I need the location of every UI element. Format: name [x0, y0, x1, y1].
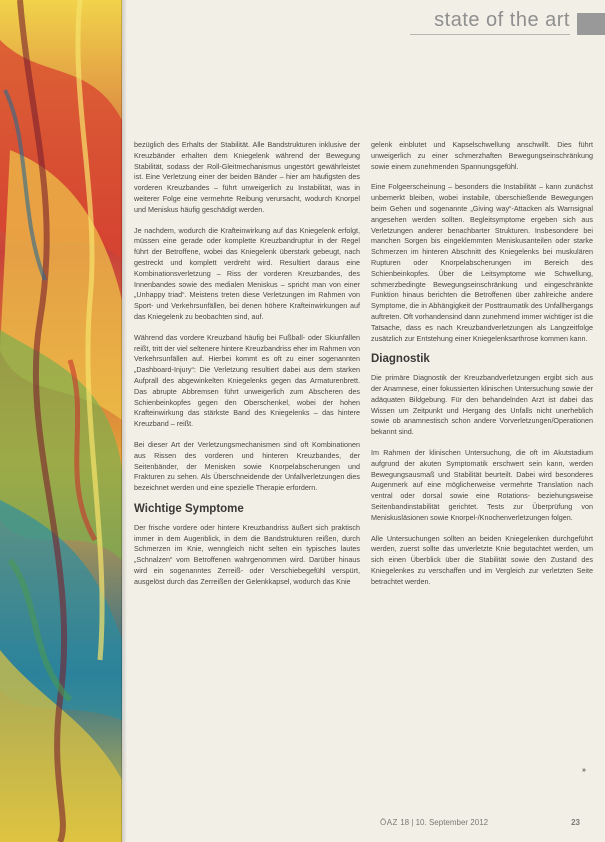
heading-symptoms: Wichtige Symptome	[134, 502, 244, 515]
continue-mark: »	[582, 767, 586, 774]
paragraph: Im Rahmen der klinischen Untersuchung, die oft im Akutstadium aufgrund der akuten Symptomatik erschwert sein kann, werden Bewegungsausmaß und Stabilität beurteilt. Dabei wird besonderes Augenmerk auf eine möglicherweise vermehrte Translation nach ventral oder dorsal sowie eine Rotations- beziehungsweise Seitenbandinstabilität gerichtet. Tests zur Überprüfung von Meniskusläsionen sowie Knorpel-/Knochenverletzungen folgen.	[371, 447, 593, 522]
paragraph: bezüglich des Erhalts der Stabilität. Alle Bandstrukturen inklusive der Kreuzbänder erhalten dem Kniegelenk während der Bewegung Stabilität, sodass der Roll-Gleitmechanismus ungestört gewährleistet ist. Eine Verletzung einer der beiden Bänder – hier am häufigsten des vorderen Kreuzbandes – führt unweigerlich zu Instabilität, was in weiterer Folge eine vermehrte Reibung verursacht, wodurch Knorpel und Meniskus häufig geschädigt werden.	[134, 140, 360, 214]
header-rule	[410, 34, 570, 35]
paragraph: Die primäre Diagnostik der Kreuzbandverletzungen ergibt sich aus der Anamnese, einer fokussierten klinischen Untersuchung sowie der adäquaten Bildgebung. Für den behandelnden Arzt ist dabei das Wissen um Zeitpunkt und Hergang des Unfalls nicht unerheblich sowie ob anamnestisch schon andere Vorverletzungen/Operationen bekannt sind.	[371, 373, 593, 437]
left-column	[134, 140, 360, 597]
abstract-painting-image	[0, 0, 122, 842]
page-number: 23	[571, 818, 580, 827]
paragraph: Alle Untersuchungen sollten an beiden Kniegelenken durchgeführt werden, zuerst sollte das unverletzte Knie begutachtet werden, um sich einen Überblick über die Stabilität sowie den Zustand des Kniegelenkes zu verschaffen und im Vergleich zur verletzten Seite betrachtet werden.	[371, 533, 593, 586]
paragraph: Eine Folgeerscheinung – besonders die Instabilität – kann zunächst unbemerkt bleiben, wobei instabile, überschießende Bewegungen beim Gehen und sogenannte „Giving way“-Attacken als Warnsignal angesehen werden sollten. Begleitsymptome ergeben sich aus Verletzungen anderer benachbarter Strukturen. Insbesondere bei manchen Sorgen bis eingeklemmten Meniskusanteilen oder starke Schmerzen im hinteren Abschnitt des Kniegelenks bei muskulären Rupturen oder Knorpelabscherungen im Bereich des Schienbeinkopfes. Über die Leitsymptome wie Schwellung, schmerzbedingte Bewegungseinschränkung und eingeschränkte Funktion hinaus berichten die Betroffenen über zahlreiche andere Symptome, die in Abhängigkeit der Posttraumatik des Unfallhergangs auftreten. Oft vorhandensind dann zunehmend immer wichtiger ist die Tatsache, dass es nach Kreuzbandverletzungen als Langzeitfolge zusätzlich zur Entstehung einer Kniegelenksarthrose kommen kann.	[371, 182, 593, 343]
issue-info: 18 | 10. September 2012	[400, 818, 489, 827]
page-fold-shadow	[121, 0, 127, 842]
paragraph: Der frische vordere oder hintere Kreuzbandriss äußert sich praktisch immer in dem Augenblick, in dem die Bandstrukturen reißen, durch Schmerzen im Knie, wenngleich nicht selten ein typisches lautes „Schnalzen“ vom Betroffenen wahrgenommen wird. Darüber hinaus wird ein sogenanntes Zerreiß- oder Verschiebegefühl verspürt, ausgelöst durch das Zerreißen der Gelenkkapsel, wodurch das Knie	[134, 522, 360, 586]
section-header	[400, 10, 605, 36]
right-column	[371, 140, 593, 597]
header-color-block	[577, 13, 605, 35]
magazine-name: ÖAZ	[380, 818, 398, 827]
heading-diagnostics: Diagnostik	[371, 353, 430, 366]
section-title: state of the art	[434, 9, 570, 31]
paragraph: Je nachdem, wodurch die Krafteinwirkung auf das Kniegelenk erfolgt, müssen eine gerade oder komplette Kreuzbandruptur in der Regel führt der Betroffene, wobei das Kniegelenk überstark gebeugt, nach gestreckt und komplett verdreht wird. Resultiert daraus eine Kombinationsverletzung – Riss der vorderen Kreuzbandes, des Innenbandes sowie des medialen Meniskus – spricht man von einer „Unhappy triad“. Meistens treten diese Verletzungen im Rahmen von Sport- und Verkehrsunfällen, bei denen höhere Krafteinwirkungen auf das Kniegelenk zu beobachten sind, auf.	[134, 225, 360, 321]
paragraph: Während das vordere Kreuzband häufig bei Fußball- oder Skiunfällen reißt, tritt der viel seltenere hintere Kreuzbandriss eher im Rahmen von Verkehrsunfällen auf. Hierbei kommt es oft zu einer sogenannten „Dashboard-Injury“: Die Verletzung resultiert dabei aus dem starken Aufprall des abgewinkelten Kniegelenks gegen das Armaturenbrett. Das abrupte Abbremsen führt unweigerlich zum Abscheren des Schienbeinkopfes gegen den Oberschenkel, wobei der hohen Krafteinwirkung das stärkste Band des Kniegelenks – das hintere Kreuzband – reißt.	[134, 332, 360, 429]
paragraph: gelenk einblutet und Kapselschwellung anschwillt. Dies führt unweigerlich zu einer schmerzhaften Bewegungseinschränkung sowie einem zunehmenden Spannungsgefühl.	[371, 140, 593, 171]
paragraph: Bei dieser Art der Verletzungsmechanismen sind oft Kombinationen aus Rissen des vorderen und hinteren Kreuzbandes, der Seitenbänder, der Menisken sowie Knorpelabscherungen und Frakturen zu sehen. Als Überschneidende der Unfallverletzungen dies bezeichnet werden und eine spezielle Therapie erfordern.	[134, 439, 360, 493]
page-footer	[380, 818, 580, 827]
